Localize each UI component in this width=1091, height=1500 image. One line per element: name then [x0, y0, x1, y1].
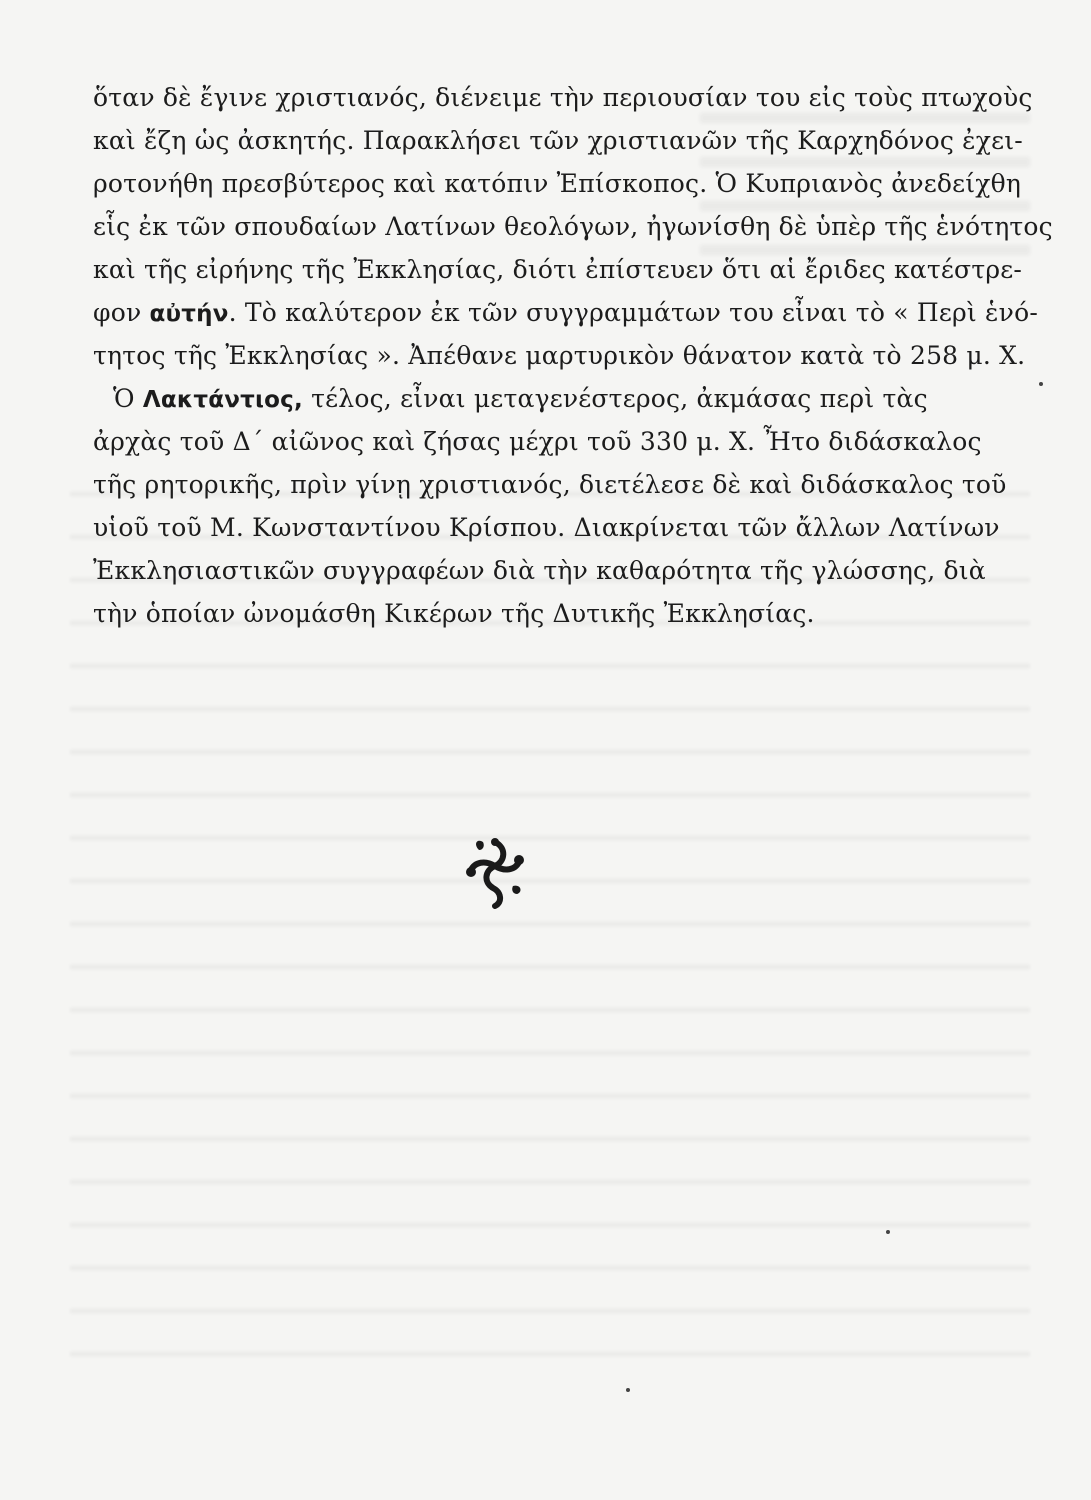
- text-line-2: καὶ ἔζη ὡς ἀσκητής. Παρακλήσει τῶν χριστιανῶν τῆς Καρχηδόνος ἐχει-: [93, 126, 1023, 155]
- text-line-4: εἷς ἐκ τῶν σπουδαίων Λατίνων θεολόγων, ἠγωνίσθη δὲ ὑπὲρ τῆς ἑνότητος: [93, 212, 1053, 241]
- text-line-8-start: Ὁ: [113, 384, 143, 413]
- emphasis-lactantius: Λακτάντιος,: [142, 387, 303, 413]
- text-line-8-end: τέλος, εἶναι μεταγενέστερος, ἀκμάσας περὶ τὰς: [302, 384, 928, 413]
- paper-speck: [886, 1230, 890, 1234]
- fleuron-icon: [455, 832, 535, 912]
- paper-speck: [1039, 382, 1043, 386]
- text-line-9: ἀρχὰς τοῦ Δ´ αἰῶνος καὶ ζήσας μέχρι τοῦ 330 μ. Χ. Ἦτο διδάσκαλος: [93, 427, 982, 456]
- text-line-8: [93, 377, 928, 420]
- text-line-6-end: . Τὸ καλύτερον ἐκ τῶν συγγραμμάτων του εἶναι τὸ « Περὶ ἑνό-: [228, 298, 1038, 327]
- text-line-12: Ἐκκλησιαστικῶν συγγραφέων διὰ τὴν καθαρότητα τῆς γλώσσης, διὰ: [93, 556, 986, 585]
- text-line-6-start: φον: [93, 298, 150, 327]
- text-line-3: ροτονήθη πρεσβύτερος καὶ κατόπιν Ἐπίσκοπος. Ὁ Κυπριανὸς ἀνεδείχθη: [93, 169, 1022, 198]
- text-line-1: ὅταν δὲ ἔγινε χριστιανός, διένειμε τὴν περιουσίαν του εἰς τοὺς πτωχοὺς: [93, 83, 1033, 112]
- text-line-10: τῆς ρητορικῆς, πρὶν γίνῃ χριστιανός, διετέλεσε δὲ καὶ διδάσκαλος τοῦ: [93, 470, 1007, 499]
- emphasis-auten: αὐτήν: [149, 301, 229, 327]
- text-line-5: καὶ τῆς εἰρήνης τῆς Ἐκκλησίας, διότι ἐπίστευεν ὅτι αἱ ἔριδες κατέστρε-: [93, 255, 1023, 284]
- text-line-11: υἱοῦ τοῦ Μ. Κωνσταντίνου Κρίσπου. Διακρίνεται τῶν ἄλλων Λατίνων: [93, 513, 1000, 542]
- text-line-13: τὴν ὁποίαν ὠνομάσθη Κικέρων τῆς Δυτικῆς Ἐκκλησίας.: [93, 599, 815, 628]
- paper-speck: [626, 1388, 630, 1392]
- text-line-7: τητος τῆς Ἐκκλησίας ». Ἀπέθανε μαρτυρικὸν θάνατον κατὰ τὸ 258 μ. Χ.: [93, 341, 1026, 370]
- body-text: [93, 76, 1053, 635]
- text-line-6: [93, 291, 1038, 334]
